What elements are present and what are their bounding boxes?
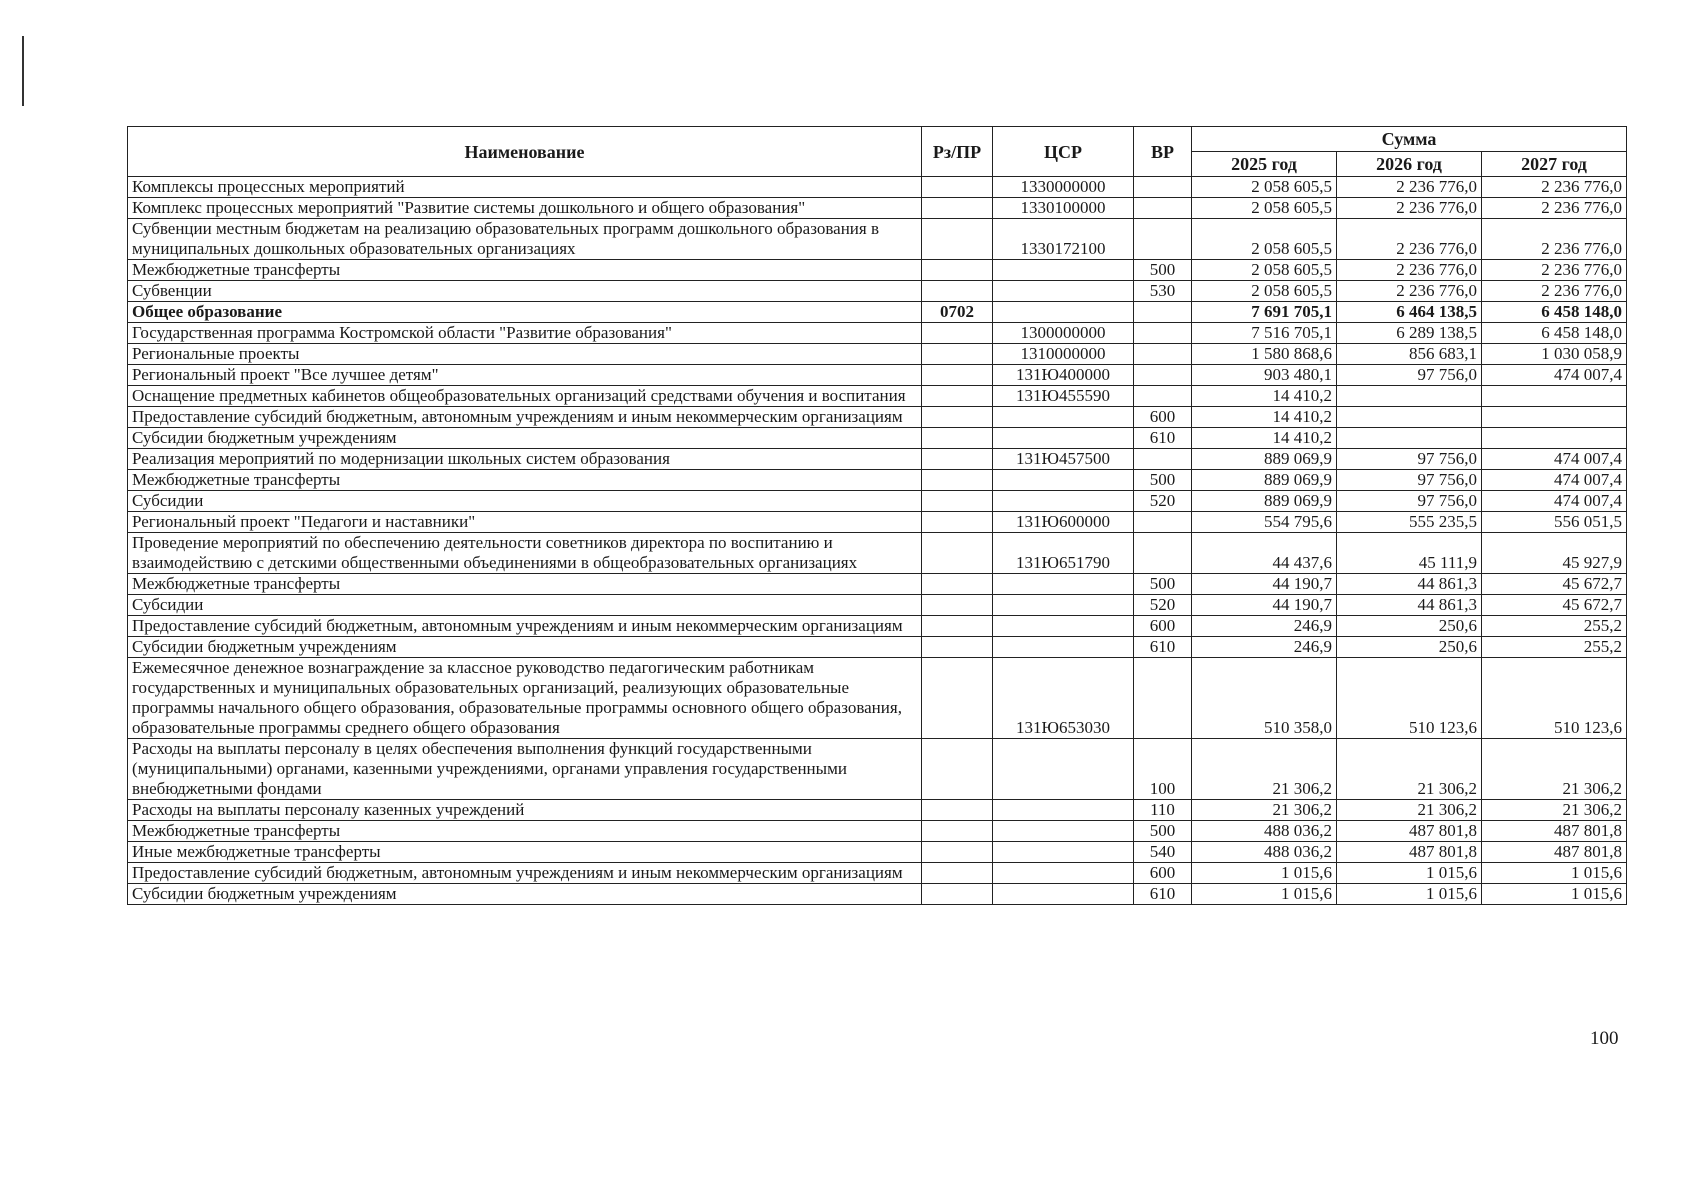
cell-csr: 1330100000 bbox=[993, 198, 1134, 219]
cell-csr: 131Ю400000 bbox=[993, 365, 1134, 386]
cell-vr: 520 bbox=[1134, 595, 1192, 616]
cell-vr: 500 bbox=[1134, 260, 1192, 281]
cell-csr bbox=[993, 616, 1134, 637]
cell-2027: 45 672,7 bbox=[1482, 595, 1627, 616]
cell-vr: 110 bbox=[1134, 800, 1192, 821]
table-row bbox=[128, 863, 1627, 884]
cell-rzpr bbox=[922, 344, 993, 365]
cell-2026: 555 235,5 bbox=[1337, 512, 1482, 533]
cell-rzpr bbox=[922, 219, 993, 260]
table-header bbox=[128, 127, 1627, 177]
cell-csr: 1300000000 bbox=[993, 323, 1134, 344]
cell-2025: 7 691 705,1 bbox=[1192, 302, 1337, 323]
cell-2026: 856 683,1 bbox=[1337, 344, 1482, 365]
cell-2027: 2 236 776,0 bbox=[1482, 260, 1627, 281]
cell-2025: 7 516 705,1 bbox=[1192, 323, 1337, 344]
cell-csr bbox=[993, 470, 1134, 491]
cell-vr bbox=[1134, 198, 1192, 219]
cell-vr: 600 bbox=[1134, 407, 1192, 428]
cell-2025: 21 306,2 bbox=[1192, 739, 1337, 800]
cell-rzpr bbox=[922, 800, 993, 821]
table-body bbox=[128, 177, 1627, 905]
cell-csr bbox=[993, 637, 1134, 658]
cell-2027: 2 236 776,0 bbox=[1482, 198, 1627, 219]
cell-name: Расходы на выплаты персоналу в целях обеспечения выполнения функций государственными (муниципальными) органами, казенными учреждениями, органами управления государственными внебюджетными фондами bbox=[128, 739, 922, 800]
cell-rzpr bbox=[922, 884, 993, 905]
cell-rzpr bbox=[922, 533, 993, 574]
cell-2027: 255,2 bbox=[1482, 637, 1627, 658]
cell-rzpr bbox=[922, 739, 993, 800]
cell-name: Субвенции bbox=[128, 281, 922, 302]
cell-name: Субсидии bbox=[128, 491, 922, 512]
cell-csr bbox=[993, 281, 1134, 302]
cell-2027: 21 306,2 bbox=[1482, 739, 1627, 800]
cell-2026 bbox=[1337, 407, 1482, 428]
cell-2027 bbox=[1482, 407, 1627, 428]
cell-name: Государственная программа Костромской области "Развитие образования" bbox=[128, 323, 922, 344]
cell-2025: 889 069,9 bbox=[1192, 491, 1337, 512]
table-row bbox=[128, 219, 1627, 260]
cell-csr bbox=[993, 863, 1134, 884]
table-row bbox=[128, 512, 1627, 533]
cell-2026: 21 306,2 bbox=[1337, 739, 1482, 800]
cell-vr: 100 bbox=[1134, 739, 1192, 800]
cell-2027 bbox=[1482, 386, 1627, 407]
cell-vr: 500 bbox=[1134, 470, 1192, 491]
cell-vr: 500 bbox=[1134, 574, 1192, 595]
cell-2026: 97 756,0 bbox=[1337, 470, 1482, 491]
cell-2025: 1 015,6 bbox=[1192, 884, 1337, 905]
table-row bbox=[128, 884, 1627, 905]
cell-2026: 250,6 bbox=[1337, 637, 1482, 658]
cell-csr bbox=[993, 302, 1134, 323]
cell-name: Предоставление субсидий бюджетным, автономным учреждениям и иным некоммерческим организациям bbox=[128, 863, 922, 884]
cell-2026: 250,6 bbox=[1337, 616, 1482, 637]
cell-rzpr bbox=[922, 842, 993, 863]
cell-csr: 131Ю653030 bbox=[993, 658, 1134, 739]
cell-2025: 44 190,7 bbox=[1192, 595, 1337, 616]
cell-rzpr bbox=[922, 323, 993, 344]
cell-2027: 21 306,2 bbox=[1482, 800, 1627, 821]
table-row bbox=[128, 198, 1627, 219]
cell-vr: 610 bbox=[1134, 884, 1192, 905]
cell-2026: 97 756,0 bbox=[1337, 449, 1482, 470]
cell-rzpr bbox=[922, 821, 993, 842]
cell-2027: 2 236 776,0 bbox=[1482, 219, 1627, 260]
cell-vr bbox=[1134, 302, 1192, 323]
cell-name: Межбюджетные трансферты bbox=[128, 821, 922, 842]
cell-vr: 600 bbox=[1134, 863, 1192, 884]
cell-2026: 6 289 138,5 bbox=[1337, 323, 1482, 344]
table-row bbox=[128, 491, 1627, 512]
cell-2026: 2 236 776,0 bbox=[1337, 198, 1482, 219]
cell-2025: 44 190,7 bbox=[1192, 574, 1337, 595]
cell-rzpr bbox=[922, 637, 993, 658]
cell-csr bbox=[993, 800, 1134, 821]
cell-2026: 510 123,6 bbox=[1337, 658, 1482, 739]
header-row-1 bbox=[128, 127, 1627, 152]
header-rzpr: Рз/ПР bbox=[922, 127, 993, 177]
table-row bbox=[128, 260, 1627, 281]
cell-2025: 903 480,1 bbox=[1192, 365, 1337, 386]
cell-2027: 1 015,6 bbox=[1482, 884, 1627, 905]
cell-2027: 2 236 776,0 bbox=[1482, 281, 1627, 302]
table-row bbox=[128, 302, 1627, 323]
cell-name: Субсидии бюджетным учреждениям bbox=[128, 637, 922, 658]
cell-csr bbox=[993, 842, 1134, 863]
cell-csr bbox=[993, 739, 1134, 800]
cell-2027: 45 927,9 bbox=[1482, 533, 1627, 574]
cell-rzpr bbox=[922, 491, 993, 512]
cell-csr: 131Ю651790 bbox=[993, 533, 1134, 574]
table-row bbox=[128, 821, 1627, 842]
cell-rzpr bbox=[922, 512, 993, 533]
cell-name: Расходы на выплаты персоналу казенных учреждений bbox=[128, 800, 922, 821]
cell-name: Комплекс процессных мероприятий "Развитие системы дошкольного и общего образования" bbox=[128, 198, 922, 219]
cell-2027: 1 030 058,9 bbox=[1482, 344, 1627, 365]
cell-2026: 44 861,3 bbox=[1337, 574, 1482, 595]
cell-2027: 474 007,4 bbox=[1482, 365, 1627, 386]
table-row bbox=[128, 658, 1627, 739]
cell-rzpr bbox=[922, 449, 993, 470]
cell-2026: 2 236 776,0 bbox=[1337, 177, 1482, 198]
header-vr: ВР bbox=[1134, 127, 1192, 177]
cell-name: Общее образование bbox=[128, 302, 922, 323]
margin-mark bbox=[22, 36, 24, 106]
cell-2027: 255,2 bbox=[1482, 616, 1627, 637]
cell-2027: 474 007,4 bbox=[1482, 491, 1627, 512]
cell-rzpr bbox=[922, 863, 993, 884]
table-row bbox=[128, 449, 1627, 470]
table-row bbox=[128, 470, 1627, 491]
cell-csr: 1330000000 bbox=[993, 177, 1134, 198]
cell-name: Иные межбюджетные трансферты bbox=[128, 842, 922, 863]
cell-2026: 44 861,3 bbox=[1337, 595, 1482, 616]
cell-2025: 14 410,2 bbox=[1192, 407, 1337, 428]
cell-2025: 14 410,2 bbox=[1192, 386, 1337, 407]
cell-name: Региональный проект "Педагоги и наставники" bbox=[128, 512, 922, 533]
cell-2027: 2 236 776,0 bbox=[1482, 177, 1627, 198]
cell-csr: 131Ю457500 bbox=[993, 449, 1134, 470]
cell-vr: 610 bbox=[1134, 637, 1192, 658]
table-row bbox=[128, 344, 1627, 365]
cell-2025: 1 580 868,6 bbox=[1192, 344, 1337, 365]
cell-2026: 1 015,6 bbox=[1337, 884, 1482, 905]
cell-2027: 556 051,5 bbox=[1482, 512, 1627, 533]
cell-2027: 510 123,6 bbox=[1482, 658, 1627, 739]
table-row bbox=[128, 177, 1627, 198]
cell-name: Комплексы процессных мероприятий bbox=[128, 177, 922, 198]
cell-2025: 2 058 605,5 bbox=[1192, 260, 1337, 281]
cell-rzpr bbox=[922, 260, 993, 281]
cell-name: Межбюджетные трансферты bbox=[128, 574, 922, 595]
table-row bbox=[128, 574, 1627, 595]
table-row bbox=[128, 739, 1627, 800]
cell-2027: 474 007,4 bbox=[1482, 470, 1627, 491]
page-number: 100 bbox=[1590, 1028, 1619, 1049]
cell-2025: 2 058 605,5 bbox=[1192, 177, 1337, 198]
cell-rzpr bbox=[922, 616, 993, 637]
header-year-2025: 2025 год bbox=[1192, 152, 1337, 177]
cell-rzpr bbox=[922, 281, 993, 302]
cell-2027: 6 458 148,0 bbox=[1482, 302, 1627, 323]
cell-name: Региональный проект "Все лучшее детям" bbox=[128, 365, 922, 386]
cell-2026: 6 464 138,5 bbox=[1337, 302, 1482, 323]
cell-csr bbox=[993, 574, 1134, 595]
cell-2026: 2 236 776,0 bbox=[1337, 260, 1482, 281]
cell-vr bbox=[1134, 512, 1192, 533]
cell-csr: 131Ю455590 bbox=[993, 386, 1134, 407]
cell-vr bbox=[1134, 323, 1192, 344]
table-row bbox=[128, 365, 1627, 386]
cell-2026: 97 756,0 bbox=[1337, 365, 1482, 386]
cell-2025: 488 036,2 bbox=[1192, 821, 1337, 842]
cell-2027: 45 672,7 bbox=[1482, 574, 1627, 595]
cell-csr bbox=[993, 491, 1134, 512]
table-row bbox=[128, 800, 1627, 821]
cell-rzpr: 0702 bbox=[922, 302, 993, 323]
cell-vr bbox=[1134, 449, 1192, 470]
cell-2025: 510 358,0 bbox=[1192, 658, 1337, 739]
cell-csr bbox=[993, 428, 1134, 449]
header-sum: Сумма bbox=[1192, 127, 1627, 152]
cell-2025: 2 058 605,5 bbox=[1192, 219, 1337, 260]
cell-name: Межбюджетные трансферты bbox=[128, 260, 922, 281]
cell-name: Субсидии bbox=[128, 595, 922, 616]
cell-2026 bbox=[1337, 386, 1482, 407]
table-row bbox=[128, 616, 1627, 637]
cell-csr bbox=[993, 407, 1134, 428]
cell-vr bbox=[1134, 658, 1192, 739]
cell-vr bbox=[1134, 177, 1192, 198]
table-row bbox=[128, 637, 1627, 658]
table-row bbox=[128, 533, 1627, 574]
cell-name: Субсидии бюджетным учреждениям bbox=[128, 884, 922, 905]
cell-rzpr bbox=[922, 407, 993, 428]
cell-2026: 97 756,0 bbox=[1337, 491, 1482, 512]
cell-vr: 600 bbox=[1134, 616, 1192, 637]
cell-2026: 21 306,2 bbox=[1337, 800, 1482, 821]
table-row bbox=[128, 386, 1627, 407]
cell-vr: 610 bbox=[1134, 428, 1192, 449]
cell-2027: 474 007,4 bbox=[1482, 449, 1627, 470]
cell-2025: 1 015,6 bbox=[1192, 863, 1337, 884]
table-row bbox=[128, 595, 1627, 616]
header-csr: ЦСР bbox=[993, 127, 1134, 177]
cell-rzpr bbox=[922, 198, 993, 219]
cell-2026: 45 111,9 bbox=[1337, 533, 1482, 574]
cell-csr: 1310000000 bbox=[993, 344, 1134, 365]
cell-rzpr bbox=[922, 574, 993, 595]
table-row bbox=[128, 842, 1627, 863]
cell-csr bbox=[993, 821, 1134, 842]
cell-2025: 889 069,9 bbox=[1192, 449, 1337, 470]
cell-2025: 44 437,6 bbox=[1192, 533, 1337, 574]
cell-2025: 246,9 bbox=[1192, 637, 1337, 658]
cell-2025: 889 069,9 bbox=[1192, 470, 1337, 491]
cell-2027: 1 015,6 bbox=[1482, 863, 1627, 884]
cell-csr: 131Ю600000 bbox=[993, 512, 1134, 533]
cell-name: Ежемесячное денежное вознаграждение за классное руководство педагогическим работникам государственных и муниципальных образовательных организаций, реализующих образовательные программы начального общего образования, образовательные программы основного общего образования, образовательные программы среднего общего образования bbox=[128, 658, 922, 739]
cell-vr bbox=[1134, 386, 1192, 407]
cell-2025: 2 058 605,5 bbox=[1192, 198, 1337, 219]
cell-rzpr bbox=[922, 177, 993, 198]
cell-vr bbox=[1134, 533, 1192, 574]
cell-name: Субсидии бюджетным учреждениям bbox=[128, 428, 922, 449]
cell-2026 bbox=[1337, 428, 1482, 449]
cell-2025: 246,9 bbox=[1192, 616, 1337, 637]
cell-rzpr bbox=[922, 365, 993, 386]
cell-2025: 488 036,2 bbox=[1192, 842, 1337, 863]
cell-name: Реализация мероприятий по модернизации школьных систем образования bbox=[128, 449, 922, 470]
table-row bbox=[128, 323, 1627, 344]
cell-vr bbox=[1134, 365, 1192, 386]
header-year-2027: 2027 год bbox=[1482, 152, 1627, 177]
table-row bbox=[128, 407, 1627, 428]
cell-name: Проведение мероприятий по обеспечению деятельности советников директора по воспитанию и взаимодействию с детскими общественными объединениями в общеобразовательных организациях bbox=[128, 533, 922, 574]
cell-rzpr bbox=[922, 386, 993, 407]
cell-2025: 14 410,2 bbox=[1192, 428, 1337, 449]
cell-vr bbox=[1134, 219, 1192, 260]
cell-csr bbox=[993, 884, 1134, 905]
cell-rzpr bbox=[922, 595, 993, 616]
cell-name: Субвенции местным бюджетам на реализацию образовательных программ дошкольного образования в муниципальных дошкольных образовательных организациях bbox=[128, 219, 922, 260]
cell-csr bbox=[993, 260, 1134, 281]
cell-2026: 2 236 776,0 bbox=[1337, 219, 1482, 260]
cell-vr: 500 bbox=[1134, 821, 1192, 842]
cell-2026: 487 801,8 bbox=[1337, 821, 1482, 842]
cell-vr bbox=[1134, 344, 1192, 365]
cell-name: Межбюджетные трансферты bbox=[128, 470, 922, 491]
cell-2027: 6 458 148,0 bbox=[1482, 323, 1627, 344]
cell-csr bbox=[993, 595, 1134, 616]
cell-name: Оснащение предметных кабинетов общеобразовательных организаций средствами обучения и воспитания bbox=[128, 386, 922, 407]
cell-2026: 487 801,8 bbox=[1337, 842, 1482, 863]
cell-2025: 21 306,2 bbox=[1192, 800, 1337, 821]
cell-2025: 2 058 605,5 bbox=[1192, 281, 1337, 302]
cell-rzpr bbox=[922, 428, 993, 449]
cell-name: Предоставление субсидий бюджетным, автономным учреждениям и иным некоммерческим организациям bbox=[128, 616, 922, 637]
cell-2027 bbox=[1482, 428, 1627, 449]
cell-2026: 1 015,6 bbox=[1337, 863, 1482, 884]
cell-name: Региональные проекты bbox=[128, 344, 922, 365]
cell-vr: 530 bbox=[1134, 281, 1192, 302]
budget-table bbox=[127, 126, 1627, 905]
cell-2025: 554 795,6 bbox=[1192, 512, 1337, 533]
header-name: Наименование bbox=[128, 127, 922, 177]
table-row bbox=[128, 428, 1627, 449]
cell-name: Предоставление субсидий бюджетным, автономным учреждениям и иным некоммерческим организациям bbox=[128, 407, 922, 428]
cell-2026: 2 236 776,0 bbox=[1337, 281, 1482, 302]
cell-csr: 1330172100 bbox=[993, 219, 1134, 260]
table-row bbox=[128, 281, 1627, 302]
cell-2027: 487 801,8 bbox=[1482, 842, 1627, 863]
cell-vr: 540 bbox=[1134, 842, 1192, 863]
cell-rzpr bbox=[922, 470, 993, 491]
cell-2027: 487 801,8 bbox=[1482, 821, 1627, 842]
cell-vr: 520 bbox=[1134, 491, 1192, 512]
cell-rzpr bbox=[922, 658, 993, 739]
header-year-2026: 2026 год bbox=[1337, 152, 1482, 177]
